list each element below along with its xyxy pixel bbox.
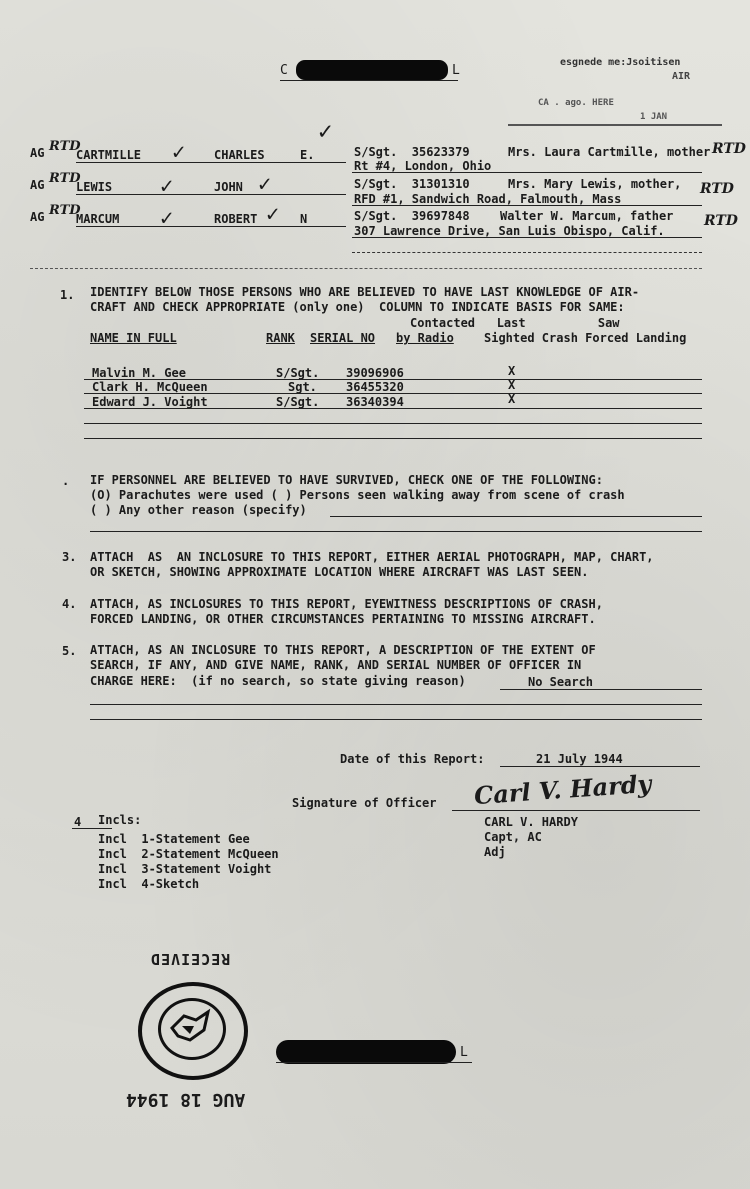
witness-serial: 36340394 <box>346 395 404 409</box>
table-rule <box>84 379 702 380</box>
footer-classification: L <box>460 1045 468 1060</box>
list-item: Incl 1-Statement Gee <box>98 832 250 846</box>
section2-line2: (O) Parachutes were used ( ) Persons seen walking away from scene of crash <box>90 488 625 502</box>
crew-address-line <box>352 205 702 206</box>
inclosures-label: Incls: <box>98 813 142 827</box>
check-mark-icon: ✓ <box>160 206 174 231</box>
crew-name-line <box>76 194 346 195</box>
witness-name: Malvin M. Gee <box>92 366 186 380</box>
section1-header-rest: Sighted Crash Forced Landing <box>484 331 687 345</box>
report-date-value: 21 July 1944 <box>536 752 623 766</box>
section5-answer: No Search <box>528 675 594 689</box>
witness-serial: 36455320 <box>346 380 404 394</box>
table-rule <box>84 393 702 394</box>
section2-line3: ( ) Any other reason (specify) <box>90 503 307 517</box>
section2-number: . <box>62 474 70 488</box>
corner-line-2: AIR <box>672 71 691 82</box>
witness-mark: X <box>508 392 516 406</box>
divider <box>352 252 702 253</box>
section1-line1: IDENTIFY BELOW THOSE PERSONS WHO ARE BELIEVED TO HAVE LAST KNOWLEDGE OF AIR- <box>90 285 640 299</box>
crew-next-of-kin: Mrs. Laura Cartmille, mother <box>508 145 711 159</box>
crew-last-name: CARTMILLE <box>76 148 142 162</box>
crew-address-line <box>352 172 702 173</box>
crew-last-name: LEWIS <box>76 180 113 194</box>
header-classification-left: C <box>280 63 288 78</box>
crew-side-note: RTD <box>704 213 738 229</box>
crew-rank-serial: S/Sgt. 31301310 <box>354 177 470 191</box>
section5-line3: CHARGE HERE: (if no search, so state giving reason) <box>90 674 466 688</box>
officer-name: CARL V. HARDY <box>484 815 578 829</box>
footer-underline <box>276 1062 472 1063</box>
witness-mark: X <box>508 364 516 378</box>
corner-line-4: 1 JAN <box>640 112 668 122</box>
answer-line <box>330 516 702 517</box>
crew-address-line <box>352 237 702 238</box>
section3-line1: ATTACH AS AN INCLOSURE TO THIS REPORT, EITHER AERIAL PHOTOGRAPH, MAP, CHART, <box>90 550 654 564</box>
crew-prefix: AG <box>30 146 45 160</box>
crew-name-line <box>76 162 346 163</box>
list-item: Incl 2-Statement McQueen <box>98 847 279 861</box>
crew-middle-initial: N <box>300 212 308 226</box>
witness-name: Edward J. Voight <box>92 395 208 409</box>
section4-line2: FORCED LANDING, OR OTHER CIRCUMSTANCES PERTAINING TO MISSING AIRCRAFT. <box>90 612 596 626</box>
section5-line2: SEARCH, IF ANY, AND GIVE NAME, RANK, AND SERIAL NUMBER OF OFFICER IN <box>90 658 582 672</box>
crew-rank-serial: S/Sgt. 39697848 <box>354 209 470 223</box>
officer-signature: Carl V. Hardy <box>473 768 653 811</box>
crew-first-name: CHARLES <box>214 148 265 162</box>
divider <box>30 268 702 269</box>
table-rule <box>84 423 702 424</box>
crew-next-of-kin: Walter W. Marcum, father <box>500 209 674 223</box>
answer-line <box>90 719 702 720</box>
crew-side-note: RTD <box>700 181 734 197</box>
check-mark-icon: ✓ <box>160 174 174 199</box>
inclosure-count: 4 <box>74 815 82 829</box>
crew-status-handwritten: RTD <box>49 139 81 154</box>
list-item: Incl 4-Sketch <box>98 877 200 891</box>
section5-line1: ATTACH, AS AN INCLOSURE TO THIS REPORT, A DESCRIPTION OF THE EXTENT OF <box>90 643 596 657</box>
crew-rank-serial: S/Sgt. 35623379 <box>354 145 470 159</box>
corner-line-1: esgnede me:Jsoitisen <box>560 57 681 68</box>
crew-address: RFD #1, Sandwich Road, Falmouth, Mass <box>354 192 622 206</box>
header-classification-right: L <box>452 63 460 78</box>
footer-redaction <box>276 1040 456 1064</box>
section1-column-header-top: Contacted Last Saw <box>410 316 620 330</box>
crew-status-handwritten: RTD <box>49 171 81 186</box>
table-rule <box>84 408 702 409</box>
witness-mark: X <box>508 378 516 392</box>
witness-name: Clark H. McQueen <box>92 380 208 394</box>
check-mark-icon: ✓ <box>318 117 333 145</box>
header-underline <box>280 80 458 81</box>
answer-line <box>500 689 702 690</box>
witness-serial: 39096906 <box>346 366 404 380</box>
crew-address: Rt #4, London, Ohio <box>354 159 492 173</box>
section5-number: 5. <box>62 644 77 658</box>
corner-line-3: CA . ago. HERE <box>538 98 614 108</box>
list-item: Incl 3-Statement Voight <box>98 862 272 876</box>
section1-header-serial: SERIAL NO <box>310 331 376 345</box>
witness-rank: S/Sgt. <box>276 395 320 409</box>
eagle-emblem-icon <box>166 1004 214 1048</box>
signature-line <box>452 810 700 811</box>
inclosure-underline <box>72 828 112 829</box>
section3-number: 3. <box>62 550 77 564</box>
section1-number: 1. <box>60 288 75 302</box>
crew-prefix: AG <box>30 178 45 192</box>
check-mark-icon: ✓ <box>258 172 272 197</box>
date-line <box>500 766 700 767</box>
crew-address: 307 Lawrence Drive, San Luis Obispo, Calif. <box>354 224 665 238</box>
signature-label: Signature of Officer <box>292 796 437 810</box>
section4-line1: ATTACH, AS INCLOSURES TO THIS REPORT, EYEWITNESS DESCRIPTIONS OF CRASH, <box>90 597 603 611</box>
crew-next-of-kin: Mrs. Mary Lewis, mother, <box>508 177 682 191</box>
answer-line <box>90 531 702 532</box>
stamp-date: AUG 18 1944 <box>126 1089 246 1110</box>
stamp-received: RECEIVED <box>150 950 231 968</box>
crew-first-name: ROBERT <box>214 212 258 226</box>
crew-name-line <box>76 226 346 227</box>
section4-number: 4. <box>62 597 77 611</box>
witness-rank: S/Sgt. <box>276 366 320 380</box>
check-mark-icon: ✓ <box>172 140 186 165</box>
corner-rule <box>508 124 722 126</box>
crew-first-name: JOHN <box>214 180 243 194</box>
section2-line1: IF PERSONNEL ARE BELIEVED TO HAVE SURVIVED, CHECK ONE OF THE FOLLOWING: <box>90 473 603 487</box>
crew-prefix: AG <box>30 210 45 224</box>
section1-header-radio: by Radio <box>396 331 454 345</box>
section3-line2: OR SKETCH, SHOWING APPROXIMATE LOCATION WHERE AIRCRAFT WAS LAST SEEN. <box>90 565 589 579</box>
header-redaction <box>296 60 448 80</box>
table-rule <box>84 438 702 439</box>
answer-line <box>90 704 702 705</box>
officer-title: Adj <box>484 845 506 859</box>
crew-middle-initial: E. <box>300 148 315 162</box>
crew-status-handwritten: RTD <box>49 203 81 218</box>
section1-header-rank: RANK <box>266 331 295 345</box>
check-mark-icon: ✓ <box>266 202 280 227</box>
section1-line2: CRAFT AND CHECK APPROPRIATE (only one) COLUMN TO INDICATE BASIS FOR SAME: <box>90 300 625 314</box>
witness-rank: Sgt. <box>288 380 317 394</box>
section1-header-name: NAME IN FULL <box>90 331 177 345</box>
crew-last-name: MARCUM <box>76 212 120 226</box>
crew-side-note: RTD <box>712 141 746 157</box>
officer-rank: Capt, AC <box>484 830 542 844</box>
report-date-label: Date of this Report: <box>340 752 485 766</box>
